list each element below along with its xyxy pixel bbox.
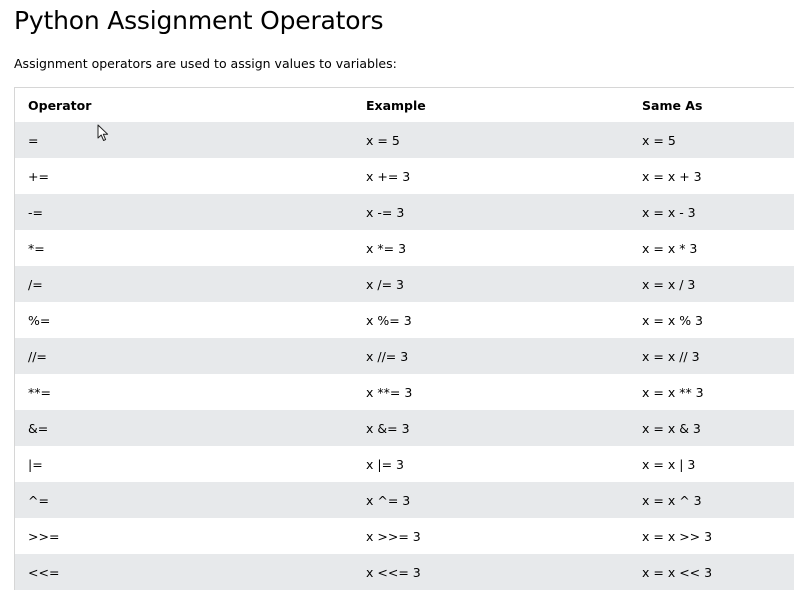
example-cell: x ^= 3 <box>353 482 629 518</box>
operator-cell: *= <box>15 230 353 266</box>
header-example: Example <box>353 88 629 122</box>
operators-table <box>15 88 794 590</box>
example-cell: x /= 3 <box>353 266 629 302</box>
table-row <box>15 266 794 302</box>
same-as-cell: x = x << 3 <box>629 554 794 590</box>
operator-cell: /= <box>15 266 353 302</box>
same-as-cell: x = x | 3 <box>629 446 794 482</box>
same-as-cell: x = x ^ 3 <box>629 482 794 518</box>
example-cell: x |= 3 <box>353 446 629 482</box>
operator-cell: += <box>15 158 353 194</box>
example-cell: x = 5 <box>353 122 629 158</box>
operator-cell: <<= <box>15 554 353 590</box>
operator-cell: //= <box>15 338 353 374</box>
example-cell: x <<= 3 <box>353 554 629 590</box>
table-row <box>15 230 794 266</box>
same-as-cell: x = x % 3 <box>629 302 794 338</box>
operator-cell: >>= <box>15 518 353 554</box>
example-cell: x **= 3 <box>353 374 629 410</box>
example-cell: x %= 3 <box>353 302 629 338</box>
operator-cell: %= <box>15 302 353 338</box>
operator-cell: &= <box>15 410 353 446</box>
intro-text: Assignment operators are used to assign values to variables: <box>14 56 397 71</box>
operators-table-container <box>14 87 794 590</box>
table-row <box>15 410 794 446</box>
table-header-row <box>15 88 794 122</box>
same-as-cell: x = 5 <box>629 122 794 158</box>
same-as-cell: x = x + 3 <box>629 158 794 194</box>
table-row <box>15 518 794 554</box>
table-row <box>15 446 794 482</box>
same-as-cell: x = x ** 3 <box>629 374 794 410</box>
example-cell: x //= 3 <box>353 338 629 374</box>
example-cell: x += 3 <box>353 158 629 194</box>
table-row <box>15 194 794 230</box>
example-cell: x -= 3 <box>353 194 629 230</box>
operator-cell: ^= <box>15 482 353 518</box>
example-cell: x &= 3 <box>353 410 629 446</box>
same-as-cell: x = x // 3 <box>629 338 794 374</box>
header-same-as: Same As <box>629 88 794 122</box>
example-cell: x >>= 3 <box>353 518 629 554</box>
operator-cell: |= <box>15 446 353 482</box>
table-row <box>15 374 794 410</box>
same-as-cell: x = x * 3 <box>629 230 794 266</box>
mouse-pointer-icon <box>97 124 111 142</box>
table-row <box>15 158 794 194</box>
same-as-cell: x = x & 3 <box>629 410 794 446</box>
same-as-cell: x = x - 3 <box>629 194 794 230</box>
same-as-cell: x = x / 3 <box>629 266 794 302</box>
same-as-cell: x = x >> 3 <box>629 518 794 554</box>
operator-cell: = <box>15 122 353 158</box>
table-row <box>15 554 794 590</box>
table-row <box>15 302 794 338</box>
table-row <box>15 338 794 374</box>
operator-cell: **= <box>15 374 353 410</box>
page-title: Python Assignment Operators <box>14 6 384 35</box>
operator-cell: -= <box>15 194 353 230</box>
table-row <box>15 482 794 518</box>
header-operator: Operator <box>15 88 353 122</box>
example-cell: x *= 3 <box>353 230 629 266</box>
table-row <box>15 122 794 158</box>
